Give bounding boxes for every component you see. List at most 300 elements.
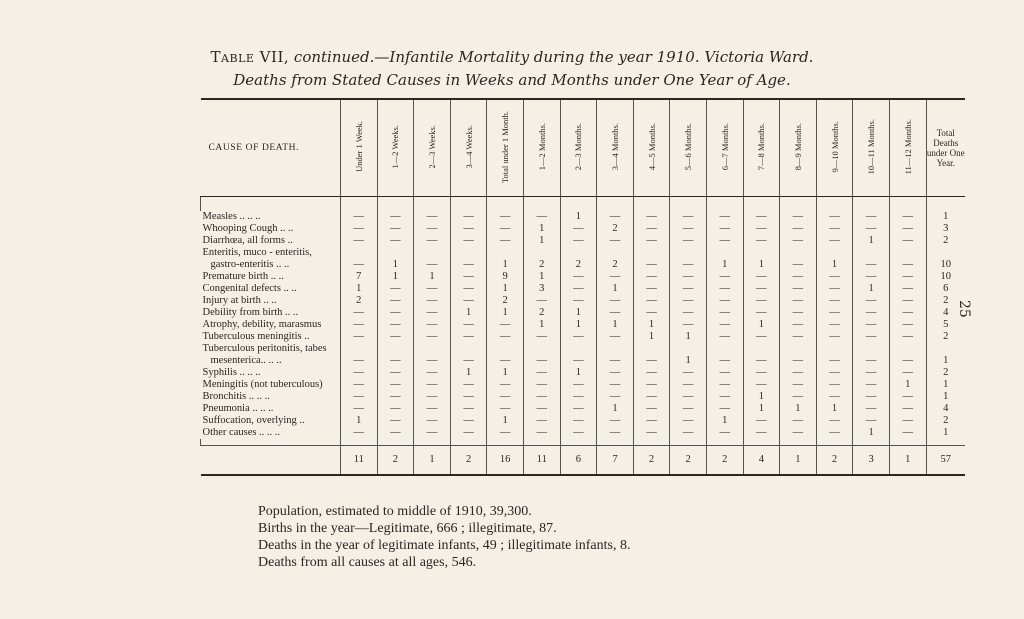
value-cell: — (560, 235, 597, 247)
header-label: 10—11 Months. (866, 119, 877, 175)
header-age-7 (560, 99, 597, 196)
value-cell: 2 (341, 295, 378, 307)
value-cell: 1 (889, 379, 926, 391)
table-row (201, 307, 966, 319)
table-subtitle: Deaths from Stated Causes in Weeks and Months under One Year of Age. (233, 71, 791, 89)
value-cell (450, 343, 487, 355)
value-cell: — (633, 307, 670, 319)
value-cell: — (377, 307, 414, 319)
cause-cell: Tuberculous meningitis .. (202, 330, 310, 342)
value-cell: — (377, 331, 414, 343)
value-cell: — (450, 295, 487, 307)
value-cell: 1 (487, 283, 524, 295)
value-cell (487, 247, 524, 259)
value-cell: — (377, 403, 414, 415)
value-cell: — (853, 307, 890, 319)
header-row (201, 99, 966, 196)
table-title-rest: continued.—Infantile Mortality during the year 1910. Victoria Ward. (293, 48, 814, 66)
cause-cell: Bronchitis .. .. .. (202, 390, 270, 402)
value-cell: — (853, 367, 890, 379)
table-row (201, 403, 966, 415)
value-cell (926, 247, 965, 259)
value-cell: 1 (597, 319, 634, 331)
value-cell: — (560, 415, 597, 427)
value-cell: 1 (743, 403, 780, 415)
value-cell: 1 (560, 319, 597, 331)
value-cell: — (743, 283, 780, 295)
value-cell: 1 (377, 271, 414, 283)
total-cell: 2 (670, 445, 707, 475)
value-cell: 2 (926, 367, 965, 379)
value-cell: — (414, 379, 451, 391)
value-cell (341, 343, 378, 355)
value-cell: — (560, 355, 597, 367)
value-cell: — (597, 307, 634, 319)
table-row (201, 415, 966, 427)
value-cell: — (816, 379, 853, 391)
value-cell (816, 343, 853, 355)
value-cell: — (523, 355, 560, 367)
total-cell: 1 (780, 445, 817, 475)
value-cell (670, 247, 707, 259)
header-label: 2—3 Weeks. (426, 124, 437, 169)
value-cell: — (780, 427, 817, 439)
value-cell: — (450, 355, 487, 367)
cause-cell: Diarrhœa, all forms .. (202, 234, 293, 246)
value-cell (670, 343, 707, 355)
total-cell: 2 (633, 445, 670, 475)
cause-cell: Tuberculous peritonitis, tabes (202, 342, 327, 354)
value-cell: — (450, 235, 487, 247)
value-cell: — (853, 223, 890, 235)
value-cell: — (377, 283, 414, 295)
value-cell: — (853, 403, 890, 415)
value-cell: — (597, 295, 634, 307)
total-cell: 7 (597, 445, 634, 475)
value-cell: 2 (560, 259, 597, 271)
footer-notes (258, 503, 630, 571)
value-cell: — (780, 223, 817, 235)
value-cell: 10 (926, 259, 965, 271)
header-age-9 (633, 99, 670, 196)
value-cell: — (377, 295, 414, 307)
value-cell: — (706, 223, 743, 235)
total-cell: 11 (523, 445, 560, 475)
value-cell: — (414, 295, 451, 307)
value-cell (816, 247, 853, 259)
spacer-row (201, 196, 966, 211)
value-cell: — (853, 259, 890, 271)
table-row (201, 391, 966, 403)
value-cell: 1 (377, 259, 414, 271)
value-cell: — (889, 391, 926, 403)
value-cell: 9 (487, 271, 524, 283)
value-cell: — (743, 367, 780, 379)
value-cell: — (889, 223, 926, 235)
header-label: 11—12 Months. (902, 119, 913, 175)
value-cell (926, 343, 965, 355)
value-cell: — (670, 283, 707, 295)
value-cell: — (523, 415, 560, 427)
value-cell: — (414, 307, 451, 319)
cause-cell: Syphilis .. .. .. (202, 366, 261, 378)
value-cell: — (670, 379, 707, 391)
value-cell: — (889, 427, 926, 439)
header-label: Total under 1 Month. (500, 110, 511, 183)
value-cell: 1 (487, 415, 524, 427)
value-cell: — (706, 211, 743, 223)
value-cell: — (633, 427, 670, 439)
total-cell: 4 (743, 445, 780, 475)
header-age-2 (377, 99, 414, 196)
value-cell: — (487, 223, 524, 235)
value-cell: 1 (743, 259, 780, 271)
value-cell: — (816, 415, 853, 427)
value-cell: — (816, 331, 853, 343)
value-cell: — (560, 295, 597, 307)
value-cell: — (341, 307, 378, 319)
header-age-3 (414, 99, 451, 196)
value-cell: — (450, 403, 487, 415)
value-cell: — (780, 391, 817, 403)
value-cell: 2 (926, 331, 965, 343)
value-cell: — (523, 391, 560, 403)
value-cell: 1 (926, 379, 965, 391)
value-cell: — (780, 367, 817, 379)
value-cell: — (706, 403, 743, 415)
value-cell: — (889, 295, 926, 307)
value-cell: 5 (926, 319, 965, 331)
header-label: 1—2 Months. (536, 123, 547, 171)
totals-label-cell (201, 445, 341, 475)
value-cell: — (450, 259, 487, 271)
value-cell: — (341, 319, 378, 331)
header-age-10 (670, 99, 707, 196)
value-cell: — (670, 295, 707, 307)
value-cell: — (450, 331, 487, 343)
total-cell: 1 (889, 445, 926, 475)
value-cell: — (487, 403, 524, 415)
value-cell: — (706, 283, 743, 295)
value-cell (377, 247, 414, 259)
value-cell: 10 (926, 271, 965, 283)
footer-line: Births in the year—Legitimate, 666 ; illegitimate, 87. (258, 521, 557, 536)
value-cell: — (889, 403, 926, 415)
value-cell: 1 (560, 307, 597, 319)
value-cell: 1 (341, 415, 378, 427)
table-title (0, 48, 1024, 66)
value-cell: — (670, 427, 707, 439)
value-cell: — (853, 391, 890, 403)
value-cell: 1 (597, 283, 634, 295)
value-cell: — (414, 319, 451, 331)
value-cell (743, 247, 780, 259)
value-cell: 1 (780, 403, 817, 415)
value-cell: 1 (706, 415, 743, 427)
value-cell (560, 343, 597, 355)
value-cell: — (341, 367, 378, 379)
value-cell: — (523, 367, 560, 379)
value-cell: — (560, 283, 597, 295)
value-cell: — (633, 367, 670, 379)
value-cell: — (560, 379, 597, 391)
value-cell: — (377, 379, 414, 391)
value-cell: — (670, 211, 707, 223)
value-cell: — (780, 319, 817, 331)
value-cell: — (633, 379, 670, 391)
total-cell: 3 (853, 445, 890, 475)
value-cell: — (743, 223, 780, 235)
value-cell: — (633, 295, 670, 307)
value-cell: — (743, 415, 780, 427)
table-row (201, 343, 966, 355)
value-cell: — (889, 415, 926, 427)
table-row (201, 367, 966, 379)
cause-cell: Enteritis, muco - enteritis, (202, 246, 312, 258)
value-cell: — (743, 355, 780, 367)
value-cell (780, 247, 817, 259)
value-cell: — (670, 223, 707, 235)
table-row (201, 427, 966, 439)
value-cell: 1 (670, 355, 707, 367)
value-cell: — (597, 427, 634, 439)
value-cell: — (853, 211, 890, 223)
cause-cell: Premature birth .. .. (202, 270, 284, 282)
value-cell (706, 247, 743, 259)
value-cell: — (889, 211, 926, 223)
value-cell: — (450, 319, 487, 331)
value-cell: — (816, 271, 853, 283)
table-row (201, 283, 966, 295)
value-cell: 1 (597, 403, 634, 415)
header-age-14 (816, 99, 853, 196)
header-age-1 (341, 99, 378, 196)
value-cell: — (706, 307, 743, 319)
value-cell: 1 (926, 355, 965, 367)
footer-line: Population, estimated to middle of 1910, 39,300. (258, 504, 532, 519)
value-cell (889, 343, 926, 355)
value-cell: — (743, 379, 780, 391)
cause-cell: Pneumonia .. .. .. (202, 402, 274, 414)
header-label: 2—3 Months. (573, 123, 584, 171)
value-cell (487, 343, 524, 355)
value-cell: — (377, 367, 414, 379)
value-cell: — (414, 235, 451, 247)
value-cell: — (743, 271, 780, 283)
value-cell: — (780, 283, 817, 295)
value-cell: — (780, 379, 817, 391)
value-cell: — (670, 403, 707, 415)
total-cell: 2 (706, 445, 743, 475)
value-cell: — (853, 319, 890, 331)
cause-cell: Whooping Cough .. .. (202, 222, 294, 234)
value-cell: — (414, 331, 451, 343)
header-label: 5—6 Months. (683, 123, 694, 171)
value-cell: — (597, 211, 634, 223)
table-row (201, 235, 966, 247)
value-cell: — (560, 223, 597, 235)
header-label: 8—9 Months. (792, 123, 803, 171)
value-cell: 2 (926, 295, 965, 307)
value-cell: — (816, 367, 853, 379)
footer-line: Deaths in the year of legitimate infants, 49 ; illegitimate infants, 8. (258, 538, 631, 553)
value-cell: — (523, 295, 560, 307)
value-cell: — (450, 223, 487, 235)
header-label: Under 1 Week. (353, 121, 364, 173)
value-cell (377, 343, 414, 355)
value-cell: — (853, 379, 890, 391)
value-cell: — (450, 271, 487, 283)
value-cell: 1 (487, 367, 524, 379)
value-cell: — (780, 331, 817, 343)
total-cell: 2 (450, 445, 487, 475)
value-cell: — (816, 391, 853, 403)
value-cell: — (523, 211, 560, 223)
value-cell: — (560, 403, 597, 415)
value-cell: — (780, 307, 817, 319)
value-cell (853, 343, 890, 355)
header-age-15 (853, 99, 890, 196)
footer-line: Deaths from all causes at all ages, 546. (258, 555, 477, 570)
total-cell: 1 (414, 445, 451, 475)
value-cell: — (743, 295, 780, 307)
header-cause: CAUSE OF DEATH. (201, 99, 341, 196)
table-row (201, 259, 966, 271)
value-cell: 4 (926, 307, 965, 319)
value-cell: — (414, 211, 451, 223)
value-cell: 1 (450, 367, 487, 379)
value-cell: — (780, 415, 817, 427)
value-cell: — (743, 235, 780, 247)
value-cell: — (377, 319, 414, 331)
value-cell: 1 (341, 283, 378, 295)
header-age-16 (889, 99, 926, 196)
infantile-mortality-table (200, 98, 965, 476)
value-cell: — (414, 391, 451, 403)
value-cell: — (597, 415, 634, 427)
value-cell: — (341, 391, 378, 403)
value-cell: — (889, 307, 926, 319)
value-cell: — (523, 403, 560, 415)
value-cell: 1 (743, 391, 780, 403)
value-cell (414, 247, 451, 259)
table-row (201, 331, 966, 343)
value-cell: — (743, 331, 780, 343)
value-cell: — (889, 355, 926, 367)
value-cell: 1 (487, 259, 524, 271)
value-cell: — (597, 355, 634, 367)
value-cell: — (633, 223, 670, 235)
value-cell (633, 247, 670, 259)
header-age-11 (706, 99, 743, 196)
value-cell: — (597, 235, 634, 247)
value-cell: — (816, 235, 853, 247)
value-cell: 1 (926, 427, 965, 439)
value-cell: — (670, 259, 707, 271)
value-cell: — (450, 391, 487, 403)
total-cell: 57 (926, 445, 965, 475)
value-cell: — (377, 211, 414, 223)
cause-cell: Congenital defects .. .. (202, 282, 297, 294)
header-label: 4—5 Months. (646, 123, 657, 171)
header-label: 3—4 Months. (609, 123, 620, 171)
value-cell: 1 (670, 331, 707, 343)
total-cell: 2 (377, 445, 414, 475)
value-cell: — (450, 283, 487, 295)
value-cell (597, 343, 634, 355)
header-label: 1—2 Weeks. (390, 124, 401, 169)
value-cell: — (341, 331, 378, 343)
value-cell: — (670, 367, 707, 379)
value-cell: — (633, 415, 670, 427)
cause-cell: Debility from birth .. .. (202, 306, 299, 318)
value-cell: — (889, 283, 926, 295)
value-cell: — (706, 271, 743, 283)
value-cell: — (597, 391, 634, 403)
total-cell: 2 (816, 445, 853, 475)
value-cell: — (853, 271, 890, 283)
value-cell: 1 (487, 307, 524, 319)
value-cell: 1 (414, 271, 451, 283)
value-cell: — (487, 235, 524, 247)
value-cell: 1 (706, 259, 743, 271)
value-cell: — (523, 427, 560, 439)
value-cell: — (670, 235, 707, 247)
value-cell: 1 (926, 211, 965, 223)
value-cell: — (706, 295, 743, 307)
table-title-prefix: Table VII, (210, 48, 290, 66)
value-cell: — (706, 235, 743, 247)
value-cell: — (633, 271, 670, 283)
value-cell: — (377, 391, 414, 403)
value-cell: 1 (633, 319, 670, 331)
header-label: 7—8 Months. (756, 123, 767, 171)
value-cell: 2 (487, 295, 524, 307)
value-cell: 7 (341, 271, 378, 283)
value-cell: — (706, 331, 743, 343)
value-cell: 2 (523, 259, 560, 271)
value-cell: — (597, 271, 634, 283)
value-cell: — (670, 307, 707, 319)
value-cell: — (853, 331, 890, 343)
value-cell: — (889, 331, 926, 343)
header-age-12 (743, 99, 780, 196)
value-cell: 1 (743, 319, 780, 331)
value-cell: — (377, 235, 414, 247)
value-cell: 1 (853, 235, 890, 247)
value-cell (853, 247, 890, 259)
value-cell: — (706, 319, 743, 331)
value-cell: — (780, 355, 817, 367)
value-cell: — (487, 211, 524, 223)
value-cell: 1 (523, 271, 560, 283)
cause-cell: Other causes .. .. .. (202, 426, 281, 438)
value-cell: 1 (523, 319, 560, 331)
value-cell: 1 (560, 367, 597, 379)
value-cell: 1 (926, 391, 965, 403)
value-cell: — (597, 367, 634, 379)
header-label: 9—10 Months. (829, 121, 840, 173)
value-cell: — (450, 427, 487, 439)
value-cell (889, 247, 926, 259)
value-cell: — (816, 319, 853, 331)
value-cell: — (341, 403, 378, 415)
value-cell: — (816, 307, 853, 319)
table-row (201, 271, 966, 283)
value-cell (414, 343, 451, 355)
value-cell: — (780, 235, 817, 247)
value-cell: — (816, 427, 853, 439)
